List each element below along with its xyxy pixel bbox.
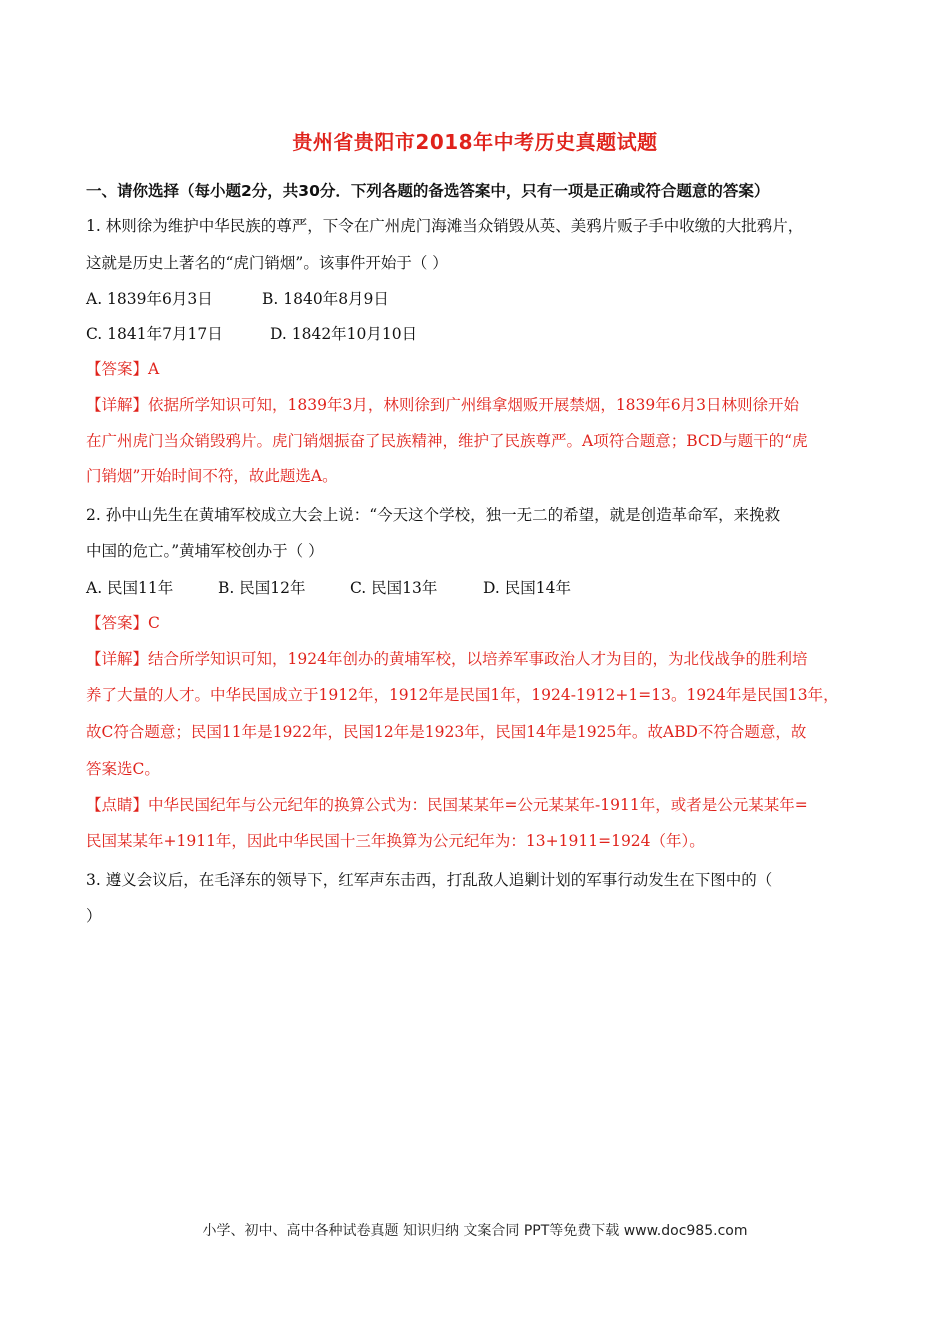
q1-option-b: B. 1840年8月9日 <box>262 290 389 308</box>
q1-option-a: A. 1839年6月3日 <box>86 290 213 308</box>
q2-tip-text1: 中华民国纪年与公元纪年的换算公式为：民国某某年=公元某某年-1911年，或者是公元某某年= <box>148 796 808 814</box>
q2-answer: 【答案】C <box>86 614 160 632</box>
q2-option-a: A. 民国11年 <box>86 579 174 597</box>
q2-tip-label: 【点睛】 <box>86 796 149 814</box>
q1-detail-label: 【详解】 <box>86 396 149 414</box>
q2-detail-line1 <box>86 649 807 669</box>
q2-option-c: C. 民国13年 <box>350 579 438 597</box>
q1-detail-line2: 在广州虎门当众销毁鸦片。虎门销烟振奋了民族精神，维护了民族尊严。A项符合题意；BCD与题干的“虎 <box>86 432 808 450</box>
q3-stem-line1: 3. 遵义会议后，在毛泽东的领导下，红军声东击西，打乱敌人追剿计划的军事行动发生在下图中的（ <box>86 871 773 889</box>
q2-tip-line1 <box>86 795 808 815</box>
q2-detail-line4: 答案选C。 <box>86 760 160 778</box>
q2-options-row <box>86 578 571 598</box>
q1-option-c: C. 1841年7月17日 <box>86 325 223 343</box>
q2-option-d: D. 民国14年 <box>483 579 571 597</box>
q2-option-b: B. 民国12年 <box>218 579 306 597</box>
q2-detail-line3: 故C符合题意；民国11年是1922年，民国12年是1923年，民国14年是1925年。故ABD不符合题意，故 <box>86 723 807 741</box>
q1-options-row2 <box>86 324 417 344</box>
q2-stem-line1: 2. 孙中山先生在黄埔军校成立大会上说：“今天这个学校，独一无二的希望，就是创造革命军，来挽救 <box>86 506 781 524</box>
q1-options-row1 <box>86 289 389 309</box>
section-heading: 一、请你选择（每小题2分，共30分．下列各题的备选答案中，只有一项是正确或符合题意的答案） <box>86 182 770 200</box>
q2-detail-label: 【详解】 <box>86 650 149 668</box>
page-footer: 小学、初中、高中各种试卷真题 知识归纳 文案合同 PPT等免费下载 www.doc985.com <box>202 1223 748 1239</box>
q1-answer: 【答案】A <box>86 360 160 378</box>
q1-stem-line1: 1. 林则徐为维护中华民族的尊严，下令在广州虎门海滩当众销毁从英、美鸦片贩子手中收缴的大批鸦片， <box>86 217 804 235</box>
q2-stem-line2: 中国的危亡。”黄埔军校创办于（ ） <box>86 542 324 560</box>
q1-stem-line2: 这就是历史上著名的“虎门销烟”。该事件开始于（ ） <box>86 254 448 272</box>
q3-stem-line2: ） <box>86 907 102 925</box>
q1-detail-line3: 门销烟”开始时间不符，故此题选A。 <box>86 467 338 485</box>
q2-detail-line2: 养了大量的人才。中华民国成立于1912年，1912年是民国1年，1924-1912+1=13。1924年是民国13年， <box>86 686 839 704</box>
q1-detail-text1: 依据所学知识可知，1839年3月，林则徐到广州缉拿烟贩开展禁烟，1839年6月3日林则徐开始 <box>148 396 799 414</box>
q2-tip-line2: 民国某某年+1911年，因此中华民国十三年换算为公元纪年为：13+1911=1924（年）。 <box>86 832 705 850</box>
page-title: 贵州省贵阳市2018年中考历史真题试题 <box>292 130 658 154</box>
q1-detail-line1 <box>86 395 799 415</box>
q1-option-d: D. 1842年10月10日 <box>270 325 418 343</box>
q2-detail-text1: 结合所学知识可知，1924年创办的黄埔军校，以培养军事政治人才为目的，为北伐战争的胜利培 <box>148 650 808 668</box>
